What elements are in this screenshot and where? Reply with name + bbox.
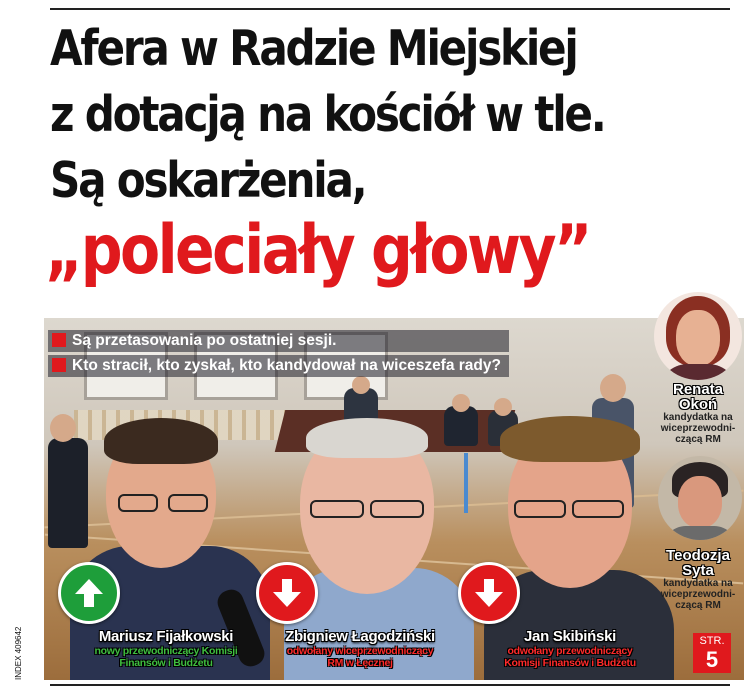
background-person [48,438,88,548]
candidate-role: wiceprzewodni- [660,589,736,600]
background-person-head [50,414,76,442]
glasses [118,494,158,512]
page-number: 5 [705,647,719,672]
background-person-head [600,374,626,402]
glasses [168,494,208,512]
hair [104,418,218,464]
person-role: RM w Łęcznej [327,657,393,669]
candidate-role: czącą RM [675,434,721,445]
glasses [310,500,364,518]
arrow-down-icon [256,562,318,624]
bullet-square-icon [52,358,66,372]
clothing [662,526,738,540]
portrait-teodozja-syta [658,456,742,540]
person-role: Finansów i Budżetu [119,657,213,669]
lead-bullets [48,330,509,380]
glasses [572,500,624,518]
caption-renata-okon [652,382,744,445]
headline-line-3: Są oskarżenia, [50,152,366,209]
glasses [370,500,424,518]
caption-lagodzinski [256,628,464,669]
arrow-down-icon [458,562,520,624]
person-role: odwołany wiceprzewodniczący [286,645,434,657]
caption-skibinski [470,628,670,669]
candidate-name: Syta [682,562,714,579]
glasses [514,500,566,518]
candidate-role: kandydatka na [663,412,733,423]
bullet-item: Są przetasowania po ostatniej sesji. [48,330,509,352]
portrait-renata-okon [654,292,742,380]
hair [500,416,640,462]
person-role: odwołany przewodniczący [507,645,633,657]
background-person-head [494,398,512,416]
face [678,476,722,528]
candidate-role: kandydatka na [663,578,733,589]
headline-line-1: Afera w Radzie Miejskiej [50,20,577,77]
headline [44,16,643,290]
person-role: Komisji Finansów i Budżetu [504,657,636,669]
candidate-name: Teodozja [666,547,730,564]
background-person-head [452,394,470,412]
clothing [658,364,738,380]
headline-quote: „poleciały głowy” [44,211,590,290]
caption-teodozja-syta [652,548,744,611]
caption-fijalkowski [66,628,266,669]
top-rule [50,8,730,10]
bullet-item: Kto stracił, kto zyskał, kto kandydował na wiceszefa rady? [48,355,509,377]
bottom-rule [50,684,730,686]
candidate-name: Renata [672,381,724,398]
candidate-role: wiceprzewodni- [660,423,736,434]
table-leg [464,453,468,513]
candidate-role: czącą RM [675,600,721,611]
face [676,310,720,366]
page-label: STR. [699,635,725,647]
person-name: Jan Skibiński [524,628,616,645]
person-role: nowy przewodniczący Komisji [94,645,238,657]
page-reference-badge[interactable] [693,633,731,673]
index-code: INDEX 409642 [14,626,23,680]
headline-line-2: z dotacją na kościół w tle. [50,86,605,143]
arrow-up-icon [58,562,120,624]
background-person [444,406,478,446]
person-name: Zbigniew Łagodziński [285,628,435,645]
hair [306,418,428,458]
candidate-name: Okoń [678,396,718,413]
person-name: Mariusz Fijałkowski [98,628,234,645]
bullet-square-icon [52,333,66,347]
